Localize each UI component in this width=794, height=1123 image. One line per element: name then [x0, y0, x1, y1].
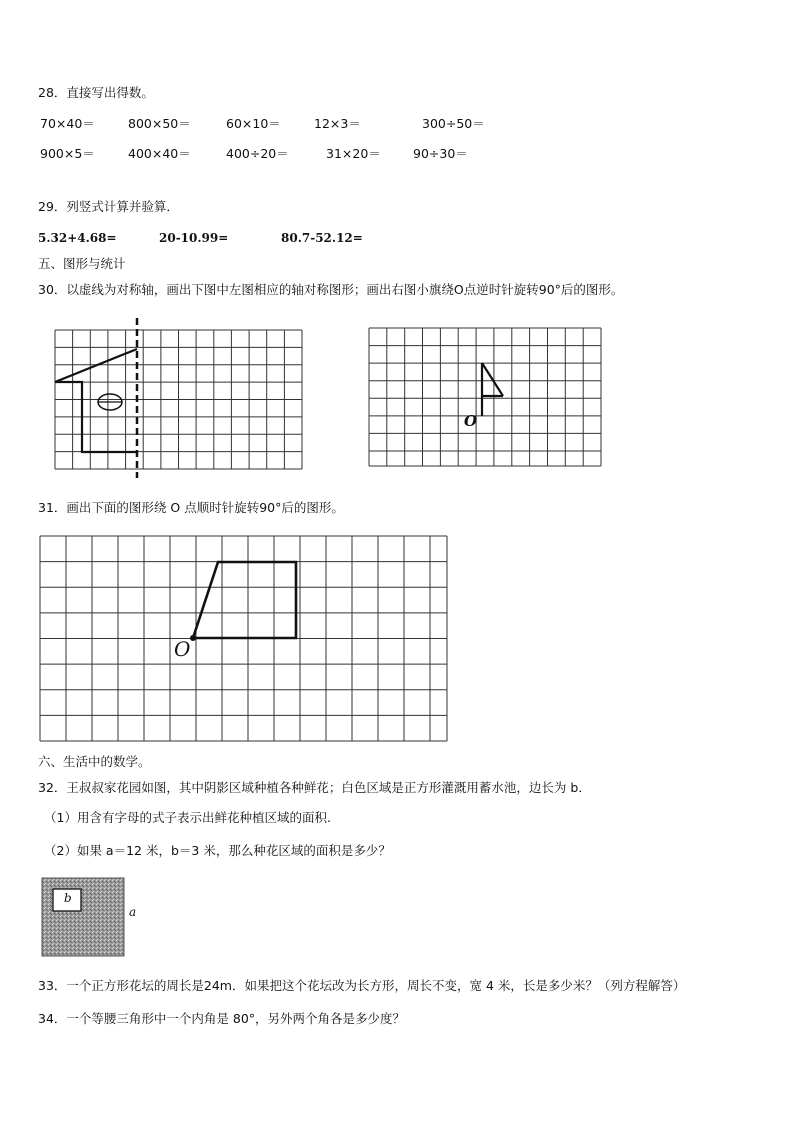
- q29-title: 29．列竖式计算并验算．: [38, 199, 179, 214]
- q31-title: 31．画出下面的图形绕 O 点顺时针旋转90°后的图形。: [38, 500, 344, 515]
- q28-r1-c4: 12×3＝: [314, 116, 361, 131]
- q32-label-a: a: [129, 905, 137, 919]
- q30-point-o: O: [464, 412, 478, 430]
- q32-sub2: （2）如果 a＝12 米，b＝3 米，那么种花区域的面积是多少？: [44, 843, 391, 858]
- q32-sub1: （1）用含有字母的式子表示出鲜花种植区域的面积.: [44, 810, 331, 825]
- q28-r1-c2: 800×50＝: [128, 116, 191, 131]
- q29-item-1: 5.32+4.68=: [38, 231, 117, 245]
- q28-r1-c1: 70×40＝: [40, 116, 95, 131]
- q28-r2-c5: 90÷30＝: [413, 146, 468, 161]
- section-5-heading: 五、图形与统计: [38, 256, 126, 271]
- q28-r1-c3: 60×10＝: [226, 116, 281, 131]
- q28-r2-c3: 400÷20＝: [226, 146, 289, 161]
- q28-r2-c1: 900×5＝: [40, 146, 95, 161]
- q30-title: 30．以虚线为对称轴，画出下图中左图相应的轴对称图形；画出右图小旗绕O点逆时针旋转90°后的图形。: [38, 282, 624, 297]
- q29-item-2: 20-10.99=: [159, 231, 229, 245]
- q28-r2-c2: 400×40＝: [128, 146, 191, 161]
- section-6-heading: 六、生活中的数学。: [38, 754, 151, 769]
- q32-title: 32．王叔叔家花园如图，其中阴影区域种植各种鲜花；白色区域是正方形灌溉用蓄水池，边长为 b．: [38, 780, 591, 795]
- q32-label-b: b: [64, 891, 72, 905]
- q33-title: 33．一个正方形花坛的周长是24m．如果把这个花坛改为长方形，周长不变，宽 4 米，长是多少米？（列方程解答）: [38, 978, 686, 993]
- q28-r2-c4: 31×20＝: [326, 146, 381, 161]
- q28-title: 28．直接写出得数。: [38, 85, 154, 100]
- q34-title: 34．一个等腰三角形中一个内角是 80°，另外两个角各是多少度？: [38, 1011, 406, 1026]
- q29-item-3: 80.7-52.12=: [281, 231, 363, 245]
- q28-r1-c5: 300÷50＝: [422, 116, 485, 131]
- q31-point-o: O: [174, 637, 191, 661]
